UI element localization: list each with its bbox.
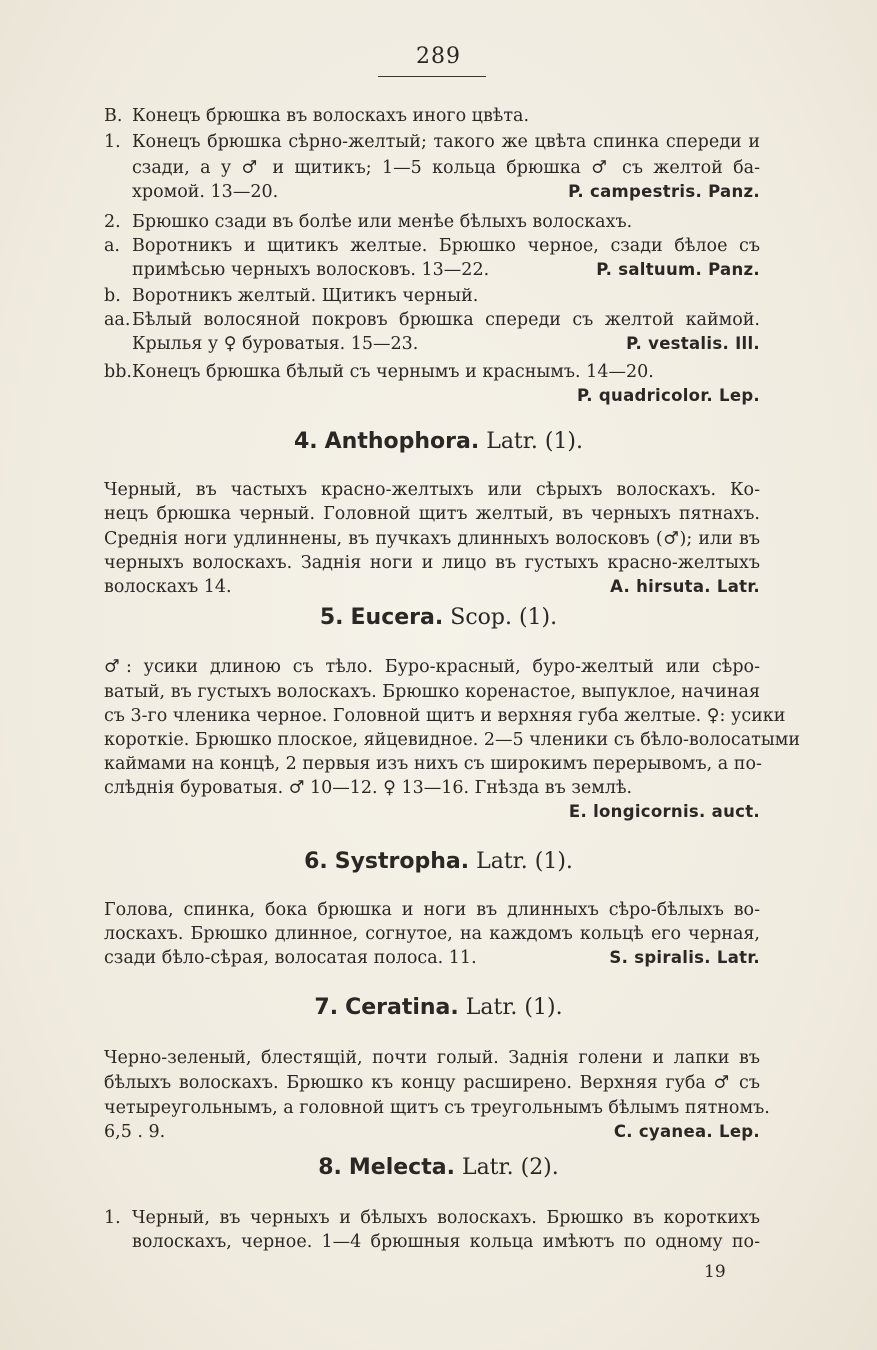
key-line — [104, 130, 760, 154]
key-line — [104, 234, 760, 258]
body-text: 6,5 . 9. — [104, 1122, 166, 1142]
section-number: 8. — [318, 1155, 342, 1180]
key-mark: 2. — [104, 212, 121, 232]
key-text: Черный, въ черныхъ и бѣлыхъ волоскахъ. Брюшко въ короткихъ — [132, 1208, 760, 1228]
key-line — [104, 1206, 760, 1230]
body-line — [104, 1120, 760, 1144]
body-line: Черный, въ частыхъ красно-желтыхъ или сѣрыхъ волоскахъ. Ко- — [104, 480, 760, 500]
section-number: 4. — [293, 429, 318, 454]
key-text: хромой. 13—20. — [132, 182, 279, 202]
species-name: E. longicornis. auct. — [568, 802, 760, 821]
signature-number: 19 — [704, 1262, 726, 1282]
body-line: слѣднія буроватыя. ♂ 10—12. ♀ 13—16. Гнѣзда въ землѣ. — [104, 778, 633, 798]
section-number: 5. — [319, 605, 344, 630]
page-number: 289 — [416, 44, 461, 69]
key-mark: a. — [104, 236, 120, 256]
body-text: сзади бѣло-сѣрая, волосатая полоса. 11. — [104, 948, 477, 968]
key-text: Бѣлый волосяной покровъ брюшка спереди съ желтой каймой. — [132, 310, 760, 330]
body-line: ватый, въ густыхъ волоскахъ. Брюшко коренастое, выпуклое, начиная — [104, 682, 760, 702]
species-name: P. vestalis. Ill. — [626, 334, 760, 353]
key-text: сзади, а у ♂ и щитикъ; 1—5 кольца брюшка ♂ съ желтой ба- — [132, 158, 760, 178]
key-text: Конецъ брюшка сѣрно-желтый; такого же цвѣта спинка спереди и — [132, 132, 760, 152]
key-line — [132, 1230, 760, 1254]
body-line: ♂: усики длиною съ тѣло. Буро-красный, буро-желтый или сѣро- — [104, 657, 760, 677]
key-mark: aa. — [104, 310, 131, 330]
key-line — [104, 308, 760, 332]
species-name: A. hirsuta. Latr. — [610, 577, 760, 596]
key-mark: 1. — [104, 1208, 121, 1228]
genus-author: Latr. (1). — [486, 429, 584, 454]
key-line — [104, 384, 760, 408]
body-line — [104, 575, 760, 599]
body-line: Среднія ноги удлиннены, въ пучкахъ длинныхъ волосковъ (♂); или въ — [104, 529, 760, 549]
section-number: 6. — [304, 849, 328, 874]
body-line: Голова, спинка, бока брюшка и ноги въ длинныхъ сѣро-бѣлыхъ во- — [104, 900, 760, 920]
section-heading — [0, 603, 877, 633]
section-heading — [0, 993, 877, 1023]
species-name: P. saltuum. Panz. — [596, 260, 760, 279]
section-heading — [0, 847, 877, 877]
genus-author: Scop. (1). — [450, 605, 558, 630]
body-text: волоскахъ 14. — [104, 577, 232, 597]
section-number: 7. — [314, 995, 339, 1020]
body-line — [104, 800, 760, 824]
genus-author: Latr. (1). — [476, 849, 573, 874]
section-heading — [0, 427, 877, 457]
genus-name: Systropha. — [334, 849, 470, 874]
key-text: Конецъ брюшка въ волоскахъ иного цвѣта. — [132, 106, 530, 126]
key-text: Воротникъ и щитикъ желтые. Брюшко черное, сзади бѣлое съ — [132, 236, 760, 256]
genus-author: Latr. (1). — [465, 995, 563, 1020]
key-line — [132, 332, 760, 356]
section-heading — [0, 1153, 877, 1183]
genus-name: Anthophora. — [324, 429, 480, 454]
key-text: Конецъ брюшка бѣлый съ чернымъ и краснымъ. 14—20. — [132, 362, 654, 382]
key-line — [132, 156, 760, 180]
key-line — [104, 104, 760, 128]
body-line — [104, 946, 760, 970]
species-name: P. campestris. Panz. — [568, 182, 760, 201]
key-line — [104, 210, 760, 234]
body-line: лоскахъ. Брюшко длинное, согнутое, на каждомъ кольцѣ его черная, — [104, 924, 760, 944]
key-text: Крылья у ♀ буроватыя. 15—23. — [132, 334, 419, 354]
body-line: черныхъ волоскахъ. Заднія ноги и лицо въ густыхъ красно-желтыхъ — [104, 553, 760, 573]
genus-name: Eucera. — [350, 605, 444, 630]
key-line — [104, 360, 760, 384]
genus-author: Latr. (2). — [461, 1155, 559, 1180]
body-line: четыреугольнымъ, а головной щитъ съ треугольнымъ бѣлымъ пятномъ. — [104, 1098, 770, 1118]
genus-name: Ceratina. — [345, 995, 459, 1020]
body-line: короткіе. Брюшко плоское, яйцевидное. 2—5 членики съ бѣло-волосатыми — [104, 730, 801, 750]
species-name: S. spiralis. Latr. — [609, 948, 760, 967]
species-name: C. cyanea. Lep. — [613, 1122, 760, 1141]
body-line: каймами на концѣ, 2 первыя изъ нихъ съ широкимъ перерывомъ, а по- — [104, 754, 762, 774]
genus-name: Melecta. — [348, 1155, 455, 1180]
key-line — [104, 284, 760, 308]
body-line: бѣлыхъ волоскахъ. Брюшко къ концу расширено. Верхняя губа ♂ съ — [104, 1073, 760, 1093]
body-line: Черно-зеленый, блестящій, почти голый. Заднія голени и лапки въ — [104, 1048, 760, 1068]
key-mark: b. — [104, 286, 121, 306]
key-text: примѣсью черныхъ волосковъ. 13—22. — [132, 260, 490, 280]
key-text: Воротникъ желтый. Щитикъ черный. — [132, 286, 479, 306]
key-text: волоскахъ, черное. 1—4 брюшныя кольца имѣютъ по одному по- — [132, 1232, 760, 1252]
key-line — [132, 258, 760, 282]
key-line — [132, 180, 760, 204]
key-text: Брюшко сзади въ болѣе или менѣе бѣлыхъ волоскахъ. — [132, 212, 633, 232]
species-name: P. quadricolor. Lep. — [576, 386, 760, 405]
page-number-rule — [378, 76, 486, 77]
key-mark: B. — [104, 106, 123, 126]
key-mark: 1. — [104, 132, 121, 152]
key-mark: bb. — [104, 362, 132, 382]
body-line: съ 3-го членика черное. Головной щитъ и верхняя губа желтые. ♀: усики — [104, 706, 786, 726]
body-line: нецъ брюшка черный. Головной щитъ желтый, въ черныхъ пятнахъ. — [104, 504, 760, 524]
